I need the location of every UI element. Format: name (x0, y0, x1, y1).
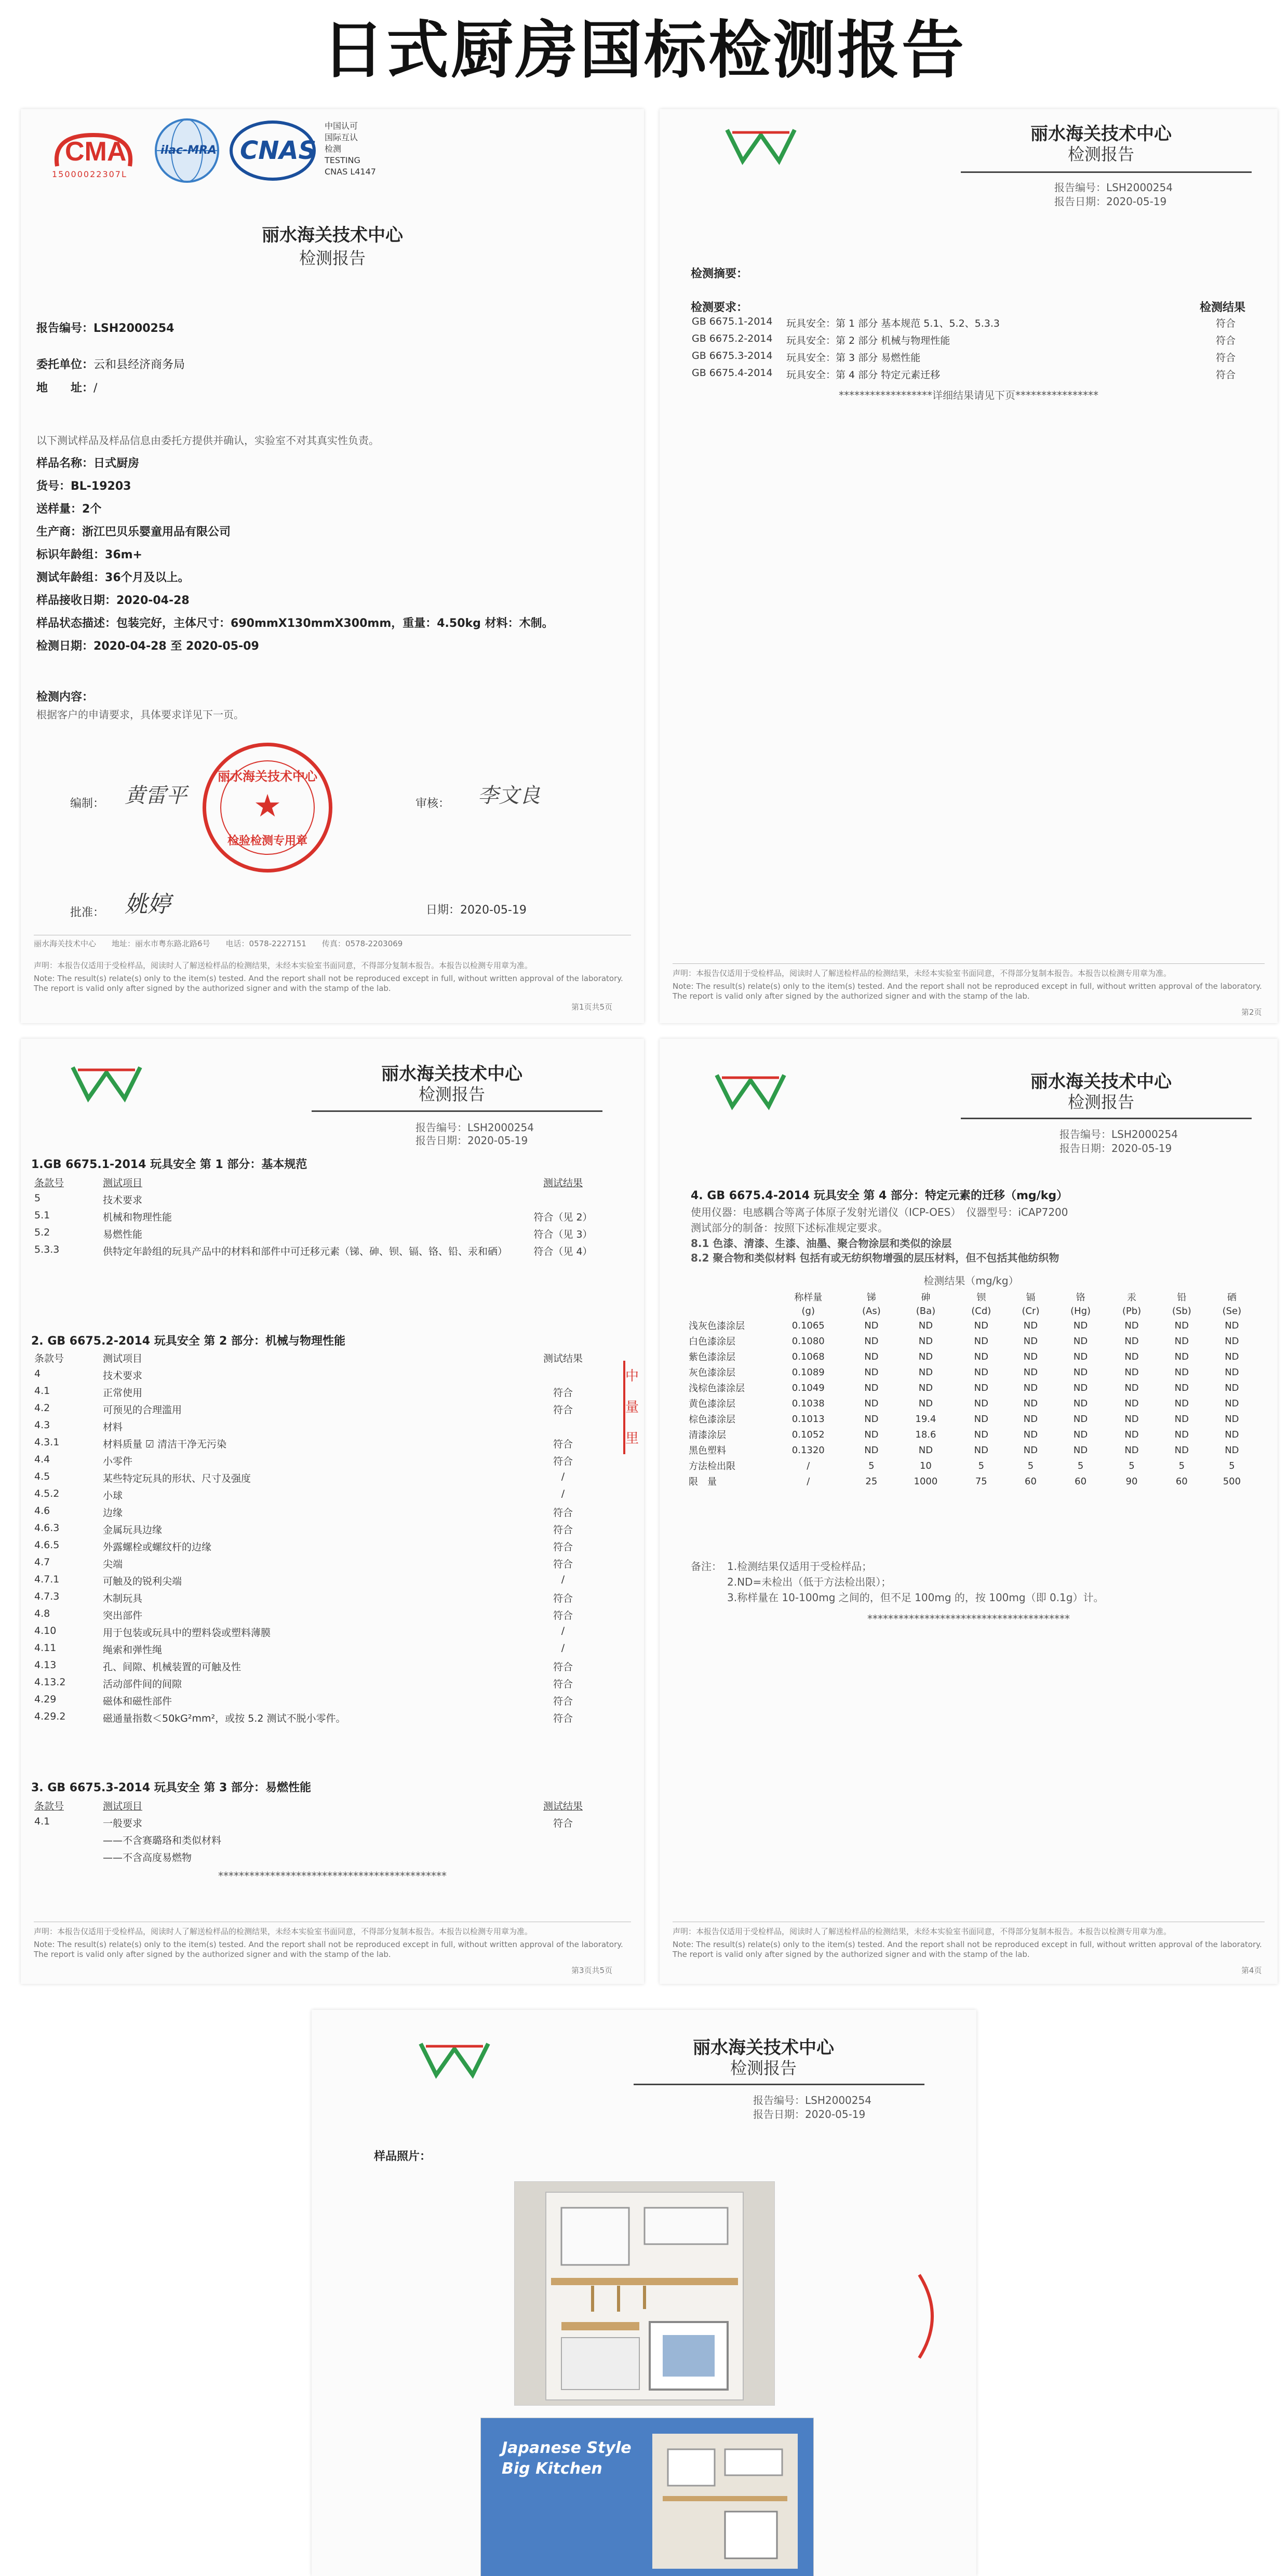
report-cover-page (21, 109, 644, 1023)
section-3-title: 3. GB 6675.3-2014 玩具安全 第 3 部分：易燃性能 (31, 1781, 312, 1794)
page-heading: 日式厨房国标检测报告 (322, 15, 966, 87)
table-row: 4.3 材料 (34, 1419, 123, 1433)
lab-sc-logo-icon (712, 1070, 789, 1111)
report-date: 报告日期：2020-05-19 (1054, 195, 1167, 208)
cnas-logo (229, 119, 317, 182)
table-row: 4.1 正常使用 符合 (34, 1385, 573, 1399)
page-number: 第3页共5页 (571, 1966, 613, 1975)
see-next-page-note: ******************详细结果请见下页**************** (839, 389, 1098, 401)
table-header-row: 条款号 测试项目 测试结果 (34, 1801, 583, 1812)
report-number: 报告编号：LSH2000254 (1054, 181, 1173, 194)
address: 地 址：/ (36, 382, 98, 395)
sample-field: 测试年龄组：36个月及以上。 (36, 571, 190, 584)
notes-label: 备注： (691, 1560, 722, 1573)
table-row: 黄色漆涂层 0.1038 ND ND ND ND ND ND ND ND (689, 1398, 1239, 1410)
note-3: 3.称样量在 10-100mg 之间的，但不足 100mg 的，按 100mg（即 0.1g）计。 (727, 1591, 1104, 1604)
table-row: 4 技术要求 (34, 1368, 143, 1381)
section-3-table (31, 1797, 613, 1866)
sample-field: 样品接收日期：2020-04-28 (36, 594, 190, 607)
section-4-title: 4. GB 6675.4-2014 玩具安全 第 4 部分：特定元素的迁移（mg/kg） (691, 1189, 1068, 1202)
sample-field: 标识年龄组：36m+ (36, 548, 142, 561)
seal-org: 丽水海关技术中心 (218, 769, 317, 784)
table-row: 4.29.2 磁通量指数＜50kG²mm²，或按 5.2 测试不脱小零件。 符合 (34, 1711, 573, 1724)
lab-sc-logo-icon (722, 125, 800, 166)
preparation-line: 测试部分的制备：按照下述标准规定要求。 (691, 1222, 888, 1234)
detail-results-page (21, 1039, 644, 1984)
sample-photo-label: 样品照片： (374, 2150, 432, 2163)
table-row: 4.7 尖端 符合 (34, 1557, 573, 1570)
sample-photo-page (312, 2010, 976, 2576)
table-row: 4.6.5 外露螺栓或螺纹杆的边缘 符合 (34, 1539, 573, 1553)
section-2-table (31, 1349, 613, 1726)
table-row: 5.2 易燃性能 符合（见 3） (34, 1227, 593, 1240)
sample-field: 生产商：浙江巴贝乐婴童用品有限公司 (36, 526, 231, 539)
table-row: 4.1 一般要求 符合 (34, 1816, 573, 1829)
summary-page (660, 109, 1278, 1023)
instrument-line: 使用仪器：电感耦合等离子体原子发射光谱仪（ICP-OES） 仪器型号：iCAP7200 (691, 1206, 1068, 1218)
disclaimer-cn: 声明：本报告仅适用于受检样品，阅读时人了解送检样品的检测结果，未经本实验室书面同意，不得部分复制本报告。本报告以检测专用章为准。 (673, 1927, 1172, 1936)
report-title: 检测报告 (1067, 1092, 1134, 1112)
seal-purpose: 检验检测专用章 (227, 835, 307, 848)
disclaimer-en: Note: The result(s) relate(s) only to the item(s) tested. And the report shall not be reproduced except in full, without written approval of the laboratory. The report is valid only after signed by the authorized signer and with the stamp of the lab. (673, 1940, 1262, 1959)
report-date: 报告日期：2020-05-19 (1059, 1142, 1172, 1155)
page-number: 第1页共5页 (571, 1002, 613, 1012)
stamp-fragment-icon (914, 2270, 945, 2363)
cnas-accreditation-text: 中国认可 国际互认 检测 TESTING CNAS L4147 (325, 121, 376, 177)
report-date: 报告日期：2020-05-19 (753, 2108, 866, 2121)
table-row: 浅棕色漆涂层 0.1049 ND ND ND ND ND ND ND ND (689, 1382, 1239, 1394)
table-row: 4.29 磁体和磁性部件 符合 (34, 1694, 573, 1707)
test-content: 根据客户的申请要求，具体要求详见下一页。 (36, 708, 244, 721)
requirements-label: 检测要求： (691, 301, 748, 314)
page-number: 第2页 (1241, 1008, 1262, 1017)
table-row: 4.10 用于包装或玩具中的塑料袋或塑料薄膜 / (34, 1625, 565, 1639)
table-row: 5 技术要求 (34, 1192, 143, 1206)
prepared-signature: 黄雷平 (125, 784, 187, 808)
table-row: ——不含高度易燃物 (103, 1852, 192, 1863)
report-date: 报告日期：2020-05-19 (415, 1134, 528, 1147)
table-row: 4.5.2 小球 / (34, 1488, 565, 1501)
org-name: 丽水海关技术中心 (693, 2037, 834, 2058)
table-row: 4.4 小零件 符合 (34, 1454, 573, 1467)
lab-sc-logo-icon (415, 2038, 493, 2080)
report-number: 报告编号：LSH2000254 (753, 2094, 871, 2107)
table-row: 白色漆涂层 0.1080 ND ND ND ND ND ND ND ND (689, 1335, 1239, 1347)
sample-info-note: 以下测试样品及样品信息由委托方提供并确认，实验室不对其真实性负责。 (36, 434, 379, 447)
end-of-section-line: *************************************** (867, 1613, 1070, 1625)
method-8-2: 8.2 聚合物和类似材料 包括有或无纺织物增强的层压材料，但不包括其他纺织物 (691, 1252, 1059, 1264)
inspection-seal (203, 743, 332, 873)
disclaimer-cn: 声明：本报告仅适用于受检样品，阅读时人了解送检样品的检测结果，未经本实验室书面同意，不得部分复制本报告。本报告以检测专用章为准。 (34, 1927, 533, 1936)
box-title-line-2: Big Kitchen (502, 2460, 602, 2478)
table-header-row: 条款号 测试项目 测试结果 (34, 1353, 583, 1364)
table-row: 5.3.3 供特定年龄组的玩具产品中的材料和部件中可迁移元素（锑、砷、钡、镉、铬、铅、汞和硒） 符合（见 4） (34, 1244, 593, 1257)
cnas-letters: CNAS (240, 136, 317, 165)
table-row: 4.8 突出部件 符合 (34, 1608, 573, 1621)
table-header-row: 条款号 测试项目 测试结果 (34, 1177, 583, 1189)
table-row: 清漆涂层 0.1052 ND 18.6 ND ND ND ND ND ND (689, 1429, 1239, 1441)
table-row: 4.5 某些特定玩具的形状、尺寸及强度 / (34, 1471, 565, 1484)
table-row: GB 6675.2-2014 玩具安全：第 2 部分 机械与物理性能 符合 (692, 333, 1236, 346)
migration-results-table (686, 1289, 1257, 1489)
org-name: 丽水海关技术中心 (262, 225, 403, 246)
client: 委托单位：云和县经济商务局 (36, 358, 185, 371)
table-header-row: (g) (As) (Ba) (Cd) (Cr) (Hg) (Pb) (Sb) (Se) (801, 1306, 1242, 1317)
table-row: 限 量 / 25 1000 75 60 60 90 60 500 (689, 1475, 1241, 1487)
report-number: 报告编号：LSH2000254 (1059, 1128, 1178, 1141)
report-title: 检测报告 (1067, 144, 1134, 164)
org-name: 丽水海关技术中心 (381, 1064, 522, 1084)
disclaimer-en: Note: The result(s) relate(s) only to the item(s) tested. And the report shall not be reproduced except in full, without written approval of the laboratory. The report is valid only after signed by the authorized signer and with the stamp of the lab. (34, 1940, 623, 1959)
method-8-1: 8.1 色漆、清漆、生漆、油墨、聚合物涂层和类似的涂层 (691, 1237, 952, 1250)
sample-photo-packaging (480, 2418, 814, 2576)
report-title: 检测报告 (730, 2058, 797, 2078)
table-row: 灰色漆涂层 0.1089 ND ND ND ND ND ND ND ND (689, 1366, 1239, 1378)
disclaimer-cn: 声明：本报告仅适用于受检样品，阅读时人了解送检样品的检测结果，未经本实验室书面同意，不得部分复制本报告。本报告以检测专用章为准。 (673, 969, 1172, 978)
ilac-mra-logo (153, 117, 221, 184)
cma-letters: CMA (65, 137, 127, 167)
table-row: 4.11 绳索和弹性绳 / (34, 1642, 565, 1656)
table-row: 5.1 机械和物理性能 符合（见 2） (34, 1210, 593, 1223)
ilac-text: ilac-MRA (160, 144, 217, 157)
lab-footer: 丽水海关技术中心 地址：丽水市粤东路北路6号 电话：0578-2227151 传真：0578-2203069 (34, 939, 403, 948)
org-name: 丽水海关技术中心 (1030, 124, 1172, 144)
sample-photo-kitchen (514, 2181, 775, 2406)
prepared-by-label: 编制： (70, 797, 105, 810)
kitchen-toy-icon (515, 2182, 774, 2405)
disclaimer-cn: 声明：本报告仅适用于受检样品，阅读时人了解送检样品的检测结果，未经本实验室书面同意，不得部分复制本报告。本报告以检测专用章为准。 (34, 961, 533, 970)
table-row: GB 6675.1-2014 玩具安全：第 1 部分 基本规范 5.1、5.2、5.3.3 符合 (692, 316, 1236, 329)
note-1: 1.检测结果仅适用于受检样品； (727, 1560, 873, 1573)
table-row: 4.7.1 可触及的锐利尖端 / (34, 1574, 565, 1587)
table-row: GB 6675.3-2014 玩具安全：第 3 部分 易燃性能 符合 (692, 350, 1236, 364)
table-row: 4.2 可预见的合理滥用 符合 (34, 1402, 573, 1416)
table-row: 黑色塑料 0.1320 ND ND ND ND ND ND ND ND (689, 1444, 1239, 1456)
cma-number: 15000022307L (52, 169, 127, 179)
box-title-line-1: Japanese Style (502, 2439, 632, 2457)
result-column-label: 检测结果 (1200, 301, 1246, 314)
table-row: 4.3.1 材料质量 ☑ 清洁干净无污染 符合 (34, 1437, 573, 1450)
sample-field: 样品状态描述：包装完好，主体尺寸：690mmX130mmX300mm，重量：4.50kg 材料：木制。 (36, 617, 554, 630)
side-stamp-fragment: 中 量 里 (623, 1361, 643, 1454)
sample-field: 货号：BL-19203 (36, 480, 131, 493)
report-number: 报告编号：LSH2000254 (415, 1121, 534, 1134)
sample-field: 样品名称：日式厨房 (36, 457, 140, 470)
end-of-section-line: ******************************************** (218, 1870, 447, 1882)
summary-table (689, 314, 1250, 383)
org-name: 丽水海关技术中心 (1030, 1071, 1172, 1092)
reviewed-by-label: 审核： (415, 797, 450, 810)
table-row: 棕色漆涂层 0.1013 ND 19.4 ND ND ND ND ND ND (689, 1413, 1239, 1425)
section-1-title: 1.GB 6675.1-2014 玩具安全 第 1 部分：基本规范 (31, 1158, 307, 1171)
disclaimer-en: Note: The result(s) relate(s) only to the item(s) tested. And the report shall not be reproduced except in full, without written approval of the laboratory. The report is valid only after signed by the authorized signer and with the stamp of the lab. (673, 982, 1262, 1001)
element-migration-page (660, 1039, 1278, 1984)
table-row: 4.6 边缘 符合 (34, 1505, 573, 1519)
sample-field: 送样量：2个 (36, 503, 102, 516)
table-row: 4.7.3 木制玩具 符合 (34, 1591, 573, 1604)
issue-date: 日期：2020-05-19 (426, 904, 527, 917)
reviewed-signature: 李文良 (478, 784, 540, 808)
table-header-row: 称样量 锑 砷 钡 镉 铬 汞 铅 硒 (794, 1292, 1237, 1303)
lab-sc-logo-icon (68, 1062, 145, 1104)
note-2: 2.ND=未检出（低于方法检出限）； (727, 1576, 892, 1588)
summary-label: 检测摘要： (691, 267, 748, 280)
approved-signature: 姚婷 (125, 891, 170, 918)
sample-field: 检测日期：2020-04-28 至 2020-05-09 (36, 640, 259, 653)
report-title: 检测报告 (299, 248, 366, 268)
page-number: 第4页 (1241, 1966, 1262, 1975)
disclaimer-en: Note: The result(s) relate(s) only to the item(s) tested. And the report shall not be reproduced except in full, without written approval of the laboratory. The report is valid only after signed by the authorized signer and with the stamp of the lab. (34, 974, 623, 993)
table-row: ——不含赛璐珞和类似材料 (103, 1835, 222, 1846)
cma-logo (42, 119, 145, 182)
table-row: 紫色漆涂层 0.1068 ND ND ND ND ND ND ND ND (689, 1351, 1239, 1363)
section-1-table (31, 1174, 613, 1259)
approved-by-label: 批准： (70, 906, 105, 919)
table-row: 4.13 孔、间隙、机械装置的可触及性 符合 (34, 1659, 573, 1673)
report-title: 检测报告 (418, 1084, 485, 1104)
test-content-label: 检测内容： (36, 691, 94, 704)
table-row: 浅灰色漆涂层 0.1065 ND ND ND ND ND ND ND ND (689, 1320, 1239, 1332)
result-caption: 检测结果（mg/kg） (923, 1274, 1019, 1287)
seal-star: ★ (253, 788, 281, 824)
table-row: GB 6675.4-2014 玩具安全：第 4 部分 特定元素迁移 符合 (692, 367, 1236, 381)
table-row: 方法检出限 / 5 10 5 5 5 5 5 5 (689, 1460, 1235, 1472)
section-2-title: 2. GB 6675.2-2014 玩具安全 第 2 部分：机械与物理性能 (31, 1335, 346, 1348)
table-row: 4.6.3 金属玩具边缘 符合 (34, 1522, 573, 1536)
report-number: 报告编号：LSH2000254 (36, 322, 175, 335)
table-row: 4.13.2 活动部件间的间隙 符合 (34, 1676, 573, 1690)
sample-fields (36, 454, 628, 660)
